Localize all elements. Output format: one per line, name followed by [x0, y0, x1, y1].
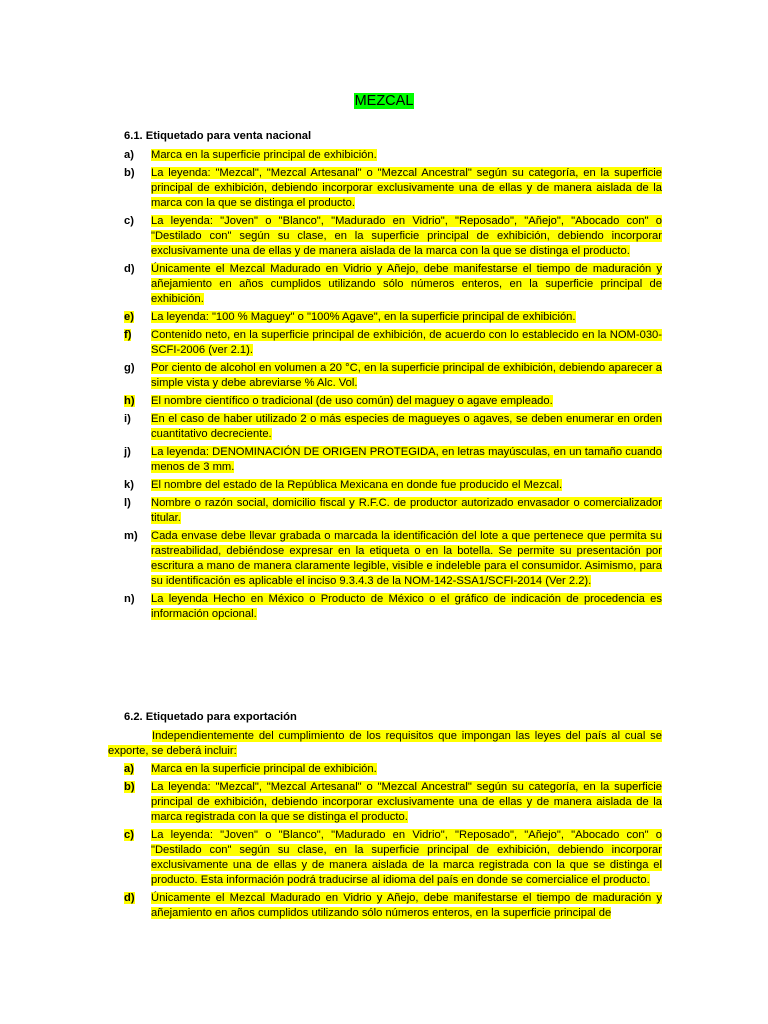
list-item	[124, 762, 662, 777]
item-letter: i)	[124, 413, 131, 425]
item-letter: l)	[124, 497, 131, 509]
list-item	[124, 529, 662, 589]
section-1-heading: 6.1. Etiquetado para venta nacional	[124, 130, 312, 142]
item-text: La leyenda: "Joven" o "Blanco", "Madurado en Vidrio", "Reposado", "Añejo", "Abocado con" o "Destilado con" según su clase, en la superficie principal de exhibición, debiendo incorporar exclusivamente una de ellas y de manera aislada de la marca con la que se distinga el producto.	[151, 215, 662, 257]
item-letter: c)	[124, 215, 134, 227]
document-title	[0, 92, 768, 110]
list-item	[124, 328, 662, 358]
list-item	[124, 361, 662, 391]
item-text: El nombre del estado de la República Mexicana en donde fue producido el Mezcal.	[151, 479, 563, 491]
item-letter: m)	[124, 530, 138, 542]
list-item	[124, 592, 662, 622]
item-text: Únicamente el Mezcal Madurado en Vidrio y Añejo, debe manifestarse el tiempo de maduración y añejamiento en años cumplidos utilizando sólo números enteros, en la superficie principal de	[151, 892, 662, 919]
item-text: La leyenda: "100 % Maguey" o "100% Agave", en la superficie principal de exhibición.	[151, 311, 576, 323]
item-letter: k)	[124, 479, 134, 491]
item-letter: d)	[124, 263, 135, 275]
item-text: Marca en la superficie principal de exhibición.	[151, 149, 377, 161]
item-text: Por ciento de alcohol en volumen a 20 °C, en la superficie principal de exhibición, debiendo aparecer a simple vista y debe abreviarse % Alc. Vol.	[151, 362, 662, 389]
list-item	[124, 310, 662, 325]
list-item	[124, 478, 662, 493]
item-text: La leyenda: "Mezcal", "Mezcal Artesanal" o "Mezcal Ancestral" según su categoría, en la superficie principal de exhibición, debiendo incorporar exclusivamente una de ellas y de manera aislada de la marca registrada con la que se distinga el producto.	[151, 781, 662, 823]
item-letter: b)	[124, 781, 135, 793]
item-text: Contenido neto, en la superficie principal de exhibición, de acuerdo con lo establecido en la NOM-030-SCFI-2006 (ver 2.1).	[151, 329, 662, 356]
item-text: Cada envase debe llevar grabada o marcada la identificación del lote a que pertenece que permita su rastreabilidad, debiéndose expresar en la etiqueta o en la botella. Se permite su presentación por escritura a mano de manera claramente legible, visible e indeleble para el consumidor. Asimismo, para su identificación es aplicable el inciso 9.3.4.3 de la NOM-142-SSA1/SCFI-2014 (Ver 2.2).	[151, 530, 662, 587]
item-text: En el caso de haber utilizado 2 o más especies de magueyes o agaves, se deben enumerar en orden cuantitativo decreciente.	[151, 413, 662, 440]
list-item	[124, 262, 662, 307]
section-1-list	[124, 148, 662, 625]
list-item	[124, 412, 662, 442]
item-letter: g)	[124, 362, 135, 374]
item-letter: d)	[124, 892, 135, 904]
item-text: Marca en la superficie principal de exhibición.	[151, 763, 377, 775]
item-letter: a)	[124, 763, 134, 775]
item-text: La leyenda: DENOMINACIÓN DE ORIGEN PROTEGIDA, en letras mayúsculas, en un tamaño cuando menos de 3 mm.	[151, 446, 662, 473]
section-2-list	[124, 762, 662, 924]
item-letter: b)	[124, 167, 135, 179]
list-item	[124, 214, 662, 259]
item-letter: j)	[124, 446, 131, 458]
item-text: La leyenda: "Mezcal", "Mezcal Artesanal" o "Mezcal Ancestral" según su categoría, en la superficie principal de exhibición, debiendo incorporar exclusivamente una de ellas y de manera aislada de la marca con la que se distinga el producto.	[151, 167, 662, 209]
item-letter: n)	[124, 593, 135, 605]
list-item	[124, 828, 662, 888]
item-text: La leyenda Hecho en México o Producto de México o el gráfico de indicación de procedencia es información opcional.	[151, 593, 662, 620]
item-text: Nombre o razón social, domicilio fiscal y R.F.C. de productor autorizado envasador o comercializador titular.	[151, 497, 662, 524]
item-letter: a)	[124, 149, 134, 161]
document-title-text: MEZCAL	[354, 93, 414, 109]
item-letter: e)	[124, 311, 134, 323]
list-item	[124, 496, 662, 526]
item-text: Únicamente el Mezcal Madurado en Vidrio y Añejo, debe manifestarse el tiempo de maduración y añejamiento en años cumplidos utilizando sólo números enteros, en la superficie principal de exhibición.	[151, 263, 662, 305]
list-item	[124, 166, 662, 211]
list-item	[124, 394, 662, 409]
item-text: El nombre científico o tradicional (de uso común) del maguey o agave empleado.	[151, 395, 553, 407]
list-item	[124, 891, 662, 921]
list-item	[124, 445, 662, 475]
item-letter: f)	[124, 329, 132, 341]
list-item	[124, 148, 662, 163]
section-2-intro: Independientemente del cumplimiento de los requisitos que impongan las leyes del país al cual se exporte, se deberá incluir:	[108, 730, 662, 757]
item-text: La leyenda: "Joven" o "Blanco", "Madurado en Vidrio", "Reposado", "Añejo", "Abocado con" o "Destilado con" según su clase, en la superficie principal de exhibición, debiendo incorporar exclusivamente una de ellas y de manera aislada de la marca registrada con la que se distinga el producto. Esta información podrá traducirse al idioma del país en donde se comercialice el producto.	[151, 829, 662, 886]
section-2-heading: 6.2. Etiquetado para exportación	[124, 711, 297, 723]
item-letter: h)	[124, 395, 135, 407]
list-item	[124, 780, 662, 825]
item-letter: c)	[124, 829, 134, 841]
